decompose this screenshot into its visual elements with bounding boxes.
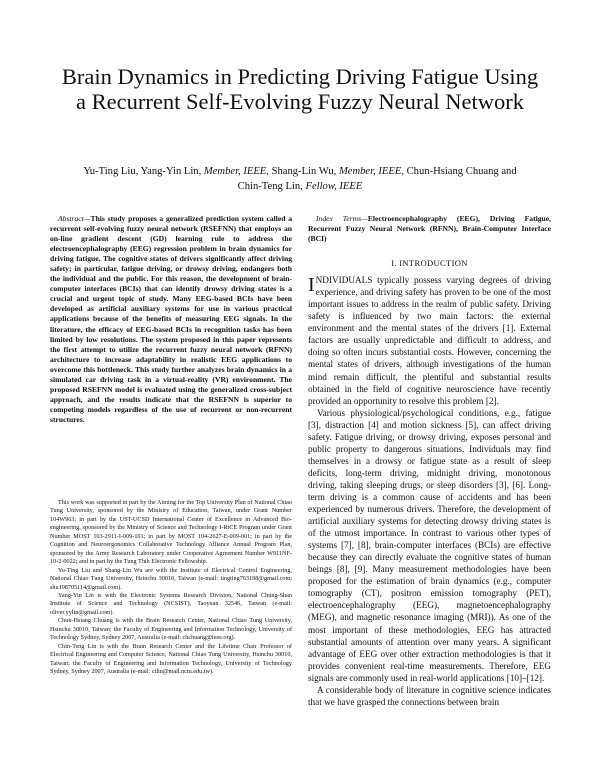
index-terms-text: Electroencephalography (EEG), Driving Fatigue, Recurrent Fuzzy Neural Network (RFNN), Brain-Computer Interface (BCI) xyxy=(308,214,551,244)
abstract-label: Abstract— xyxy=(58,214,91,223)
drop-cap: I xyxy=(308,274,315,297)
intro-paragraph-2: Various physiological/psychological conditions, e.g., fatigue [3], distraction [4] and motion sickness [5], can affect driving safety. Fatigue driving, or drowsy driving, exposes personal and public property to dangerous situations. Individuals may find themselves in a drowsy or fatigue state as a result of sleep deficits, long-term driving, midnight driving, monotonous driving, taking sleeping drugs, or sleep disorders [3], [6]. Long-term driving is a common cause of accidents and has been experienced by numerous drivers. Therefore, the development of artificial auxiliary systems for detecting drowsy driving states is of the utmost importance. In contrast to various other types of systems [7], [8], brain-computer interfaces (BCIs) are effective because they can directly evaluate the cognitive states of human beings [8], [9]. Many measurement methodologies have been proposed for the estimation of brain dynamics (e.g., computer tomography (CT), positron emission tomography (PET), electroencephalography (EEG), magnetoencephalography (MEG), and magnetic resonance imaging (MRI)). As one of the most important of these methodologies, EEG has attracted substantial amounts of attention over many years. A significant advantage of EEG over other extraction methodologies is that it provides convenient real-time measurements. Therefore, EEG signals are commonly used in real-world applications [10]–[12]. xyxy=(308,407,551,683)
index-terms xyxy=(308,214,551,244)
author-line-1: Yu-Ting Liu, Yang-Yin Lin, Member, IEEE, Shang-Lin Wu, Member, IEEE, Chun-Hsiang Chuang and xyxy=(83,166,517,177)
abstract xyxy=(50,214,292,425)
right-column xyxy=(308,214,551,708)
intro-paragraph-3: A considerable body of literature in cognitive science indicates that we have grasped the connections between brain xyxy=(308,684,551,707)
left-column xyxy=(50,214,292,425)
footnote-affiliation: Yu-Ting Liu and Shang-Lin Wu are with the Institute of Electrical Control Engineering, National Chiao Tung University, Hsinchu 30010, Taiwan (e-mail: tingting763198@gmail.com; shu198705114@gmail.com). xyxy=(50,566,292,591)
paper-title: Brain Dynamics in Predicting Driving Fatigue Using a Recurrent Self-Evolving Fuzzy Neural Network xyxy=(61,64,539,114)
author-list xyxy=(60,164,540,194)
index-terms-label: Index Terms— xyxy=(316,214,368,223)
footnotes xyxy=(50,499,292,677)
intro-paragraph-1-text: NDIVIDUALS typically possess varying degrees of driving experience, and driving safety has proven to be one of the most important issues to address in the realm of public safety. Driving safety is influenced by two main factors: the external environment and the mental states of the drivers [1]. External factors are usually unpredictable and difficult to address, and doing so often incurs substantial costs. However, concerning the mental states of drivers, although investigations of the human mind remain difficult, the plentiful and substantial results obtained in the field of cognitive neuroscience have recently provided an opportunity to resolve this problem [2]. xyxy=(308,275,551,406)
footnote-affiliation: Chin-Teng Lin is with the Brain Research Center and the Lifetime Chair Professor of Electrical Engineering and Computer Science, National Chiao Tung University, Hsinchu 30010, Taiwan; the Faculty of Engineering and Information Technology, University of Technology Sydney, Sydney 2007, Australia (e-mail: ctlin@mail.nctu.edu.tw). xyxy=(50,642,292,676)
footnote-affiliation: Chun-Hsiang Chuang is with the Brain Research Center, National Chiao Tung University, Hsinchu 30010, Taiwan; the Faculty of Engineering and Information Technology, University of Technology Sydney, Sydney 2007, Australia (e-mail: chchuang@ieee.org). xyxy=(50,617,292,642)
abstract-text: This study proposes a generalized prediction system called a recurrent self-evolving fuzzy neural network (RSEFNN) that employs an on-line gradient descent (GD) learning rule to address the electroencephalography (EEG) regression problem in brain dynamics for driving fatigue. The cognitive states of drivers significantly affect driving safety; in particular, fatigue driving, or drowsy driving, endangers both the individual and the public. For this reason, the development of brain-computer interfaces (BCIs) that can identify drowsy driving states is a crucial and urgent topic of study. Many EEG-based BCIs have been developed as artificial auxiliary systems for use in various practical applications because of the benefits of measuring EEG signals. In the literature, the efficacy of EEG-based BCIs in recognition tasks has been limited by low resolutions. The system proposed in this paper represents the first attempt to utilize the recurrent fuzzy neural network (RFNN) architecture to increase adaptability in realistic EEG applications to overcome this bottleneck. This study further analyzes brain dynamics in a simulated car driving task in a virtual-reality (VR) environment. The proposed RSEFNN model is evaluated using the generalized cross-subject approach, and the results indicate that the RSEFNN is superior to competing models regardless of the use of recurrent or non-recurrent structures. xyxy=(50,214,292,424)
footnote-funding: This work was supported in part by the Aiming for the Top University Plan of National Chiao Tung University, sponsored by the Ministry of Education, Taiwan, under Grant Number 104W963; in part by the UST-UCSD International Center of Excellence in Advanced Bio-engineering, sponsored by the Ministry of Science and Technology I-RiCE Program under Grant Number MOST 103-2911-I-009-101; in part by MOST 104-2627-E-009-001; in part by the Cognition and Neuroergonomics Collaborative Technology Alliance Annual Program Plan, sponsored by the Army Research Laboratory under Cooperative Agreement Number W911NF-10-2-0022; and in part by the Tung Thih Electronic Fellowship. xyxy=(50,499,292,566)
section-heading: I. INTRODUCTION xyxy=(391,258,468,269)
author-line-2: Chin-Teng Lin, Fellow, IEEE xyxy=(237,181,363,192)
intro-paragraph-1 xyxy=(308,274,551,407)
footnote-affiliation: Yang-Yin Lin is with the Electronic Systems Research Division, National Chung-Shan Institute of Science and Technology (NCSIST), Taoyuan 32546, Taiwan (e-mail: oliver.yylin@gmail.com). xyxy=(50,591,292,616)
